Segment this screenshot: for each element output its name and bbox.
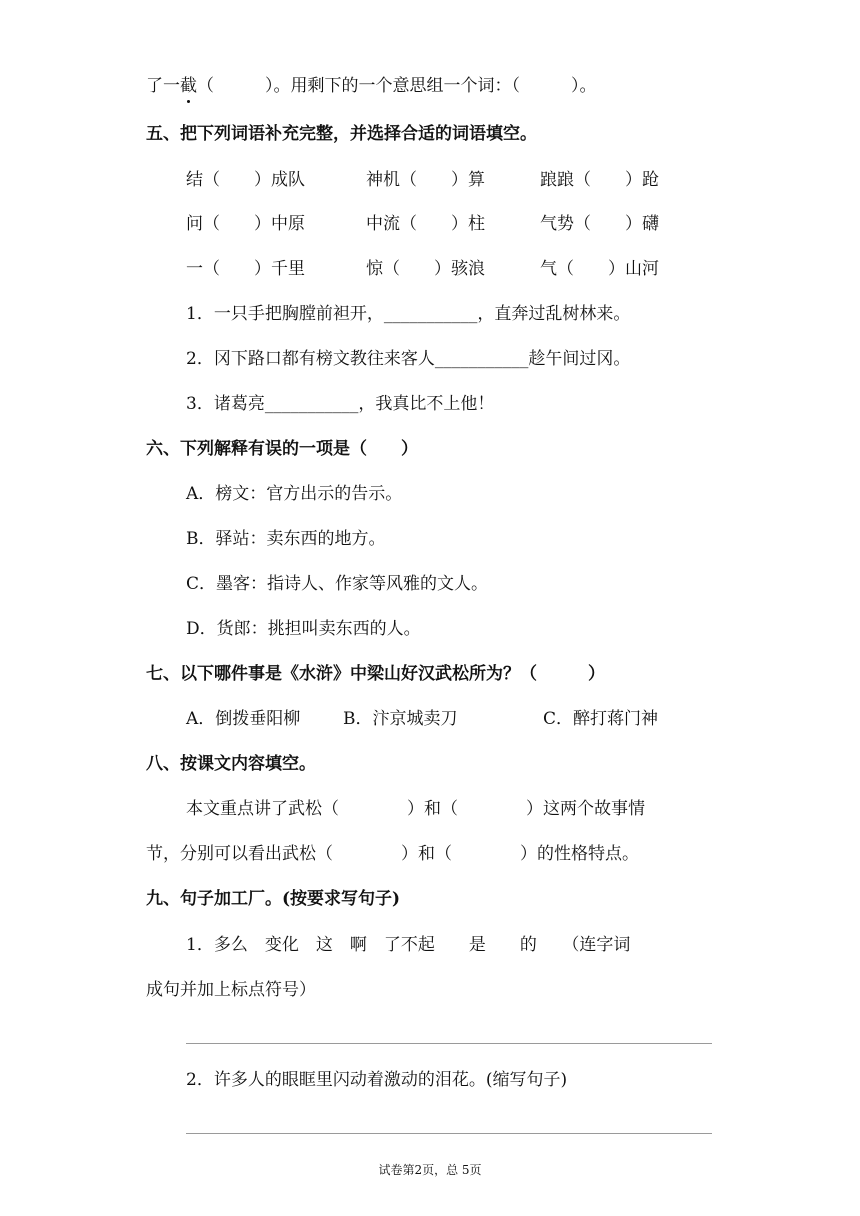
q8-line-2: 节，分别可以看出武松（ ）和（ ）的性格特点。	[146, 844, 639, 864]
q8-line-1: 本文重点讲了武松（ ）和（ ）这两个故事情	[186, 799, 645, 819]
carryover-text-end: （ ）。用剩下的一个意思组一个词：（ ）。	[197, 76, 597, 96]
answer-line-1[interactable]	[186, 1043, 712, 1044]
question-6-title: 六、下列解释有误的一项是（ ）	[146, 439, 418, 459]
idiom-item: 中流（ ）柱	[366, 214, 485, 234]
option-d: D．货郎：挑担叫卖东西的人。	[186, 619, 421, 639]
fill-sentence-2: 2．冈下路口都有榜文教往来客人___________趁午间过冈。	[186, 349, 631, 369]
option-b: B．驿站：卖东西的地方。	[186, 529, 386, 549]
idiom-item: 神机（ ）算	[366, 170, 485, 190]
q9-item-2: 2．许多人的眼眶里闪动着激动的泪花。(缩写句子)	[186, 1070, 568, 1090]
question-9-title: 九、句子加工厂。(按要求写句子)	[146, 889, 401, 909]
idiom-item: 气势（ ）礴	[540, 214, 659, 234]
idiom-item: 惊（ ）骇浪	[366, 259, 485, 279]
idiom-item: 结（ ）成队	[186, 170, 305, 190]
dotted-character: 截	[180, 76, 197, 96]
question-8-title: 八、按课文内容填空。	[146, 754, 316, 774]
option-c: C．墨客：指诗人、作家等风雅的文人。	[186, 574, 489, 594]
q7-option-c: C．醉打蒋门神	[543, 709, 659, 729]
idiom-item: 问（ ）中原	[186, 214, 305, 234]
q7-option-b: B．汴京城卖刀	[343, 709, 458, 729]
q7-option-a: A．倒拨垂阳柳	[186, 709, 301, 729]
fill-sentence-1: 1．一只手把胸膛前袒开，___________，直奔过乱树林来。	[186, 304, 631, 324]
carryover-line	[146, 74, 597, 98]
question-5-title: 五、把下列词语补充完整，并选择合适的词语填空。	[146, 124, 537, 144]
question-7-title: 七、以下哪件事是《水浒》中梁山好汉武松所为？（ ）	[146, 664, 605, 684]
carryover-text-start: 了一	[146, 76, 180, 96]
fill-sentence-3: 3．诸葛亮___________，我真比不上他！	[186, 394, 495, 414]
q9-item-1-line-1: 1．多么 变化 这 啊 了不起 是 的 （连字词	[186, 935, 631, 955]
option-a: A．榜文：官方出示的告示。	[186, 484, 403, 504]
q9-item-1-line-2: 成句并加上标点符号）	[146, 980, 316, 1000]
answer-line-2[interactable]	[186, 1133, 712, 1134]
idiom-item: 踉踉（ ）跄	[540, 170, 659, 190]
idiom-item: 一（ ）千里	[186, 259, 305, 279]
page-footer: 试卷第2页，总 5页	[378, 1163, 482, 1177]
idiom-item: 气（ ）山河	[540, 259, 659, 279]
